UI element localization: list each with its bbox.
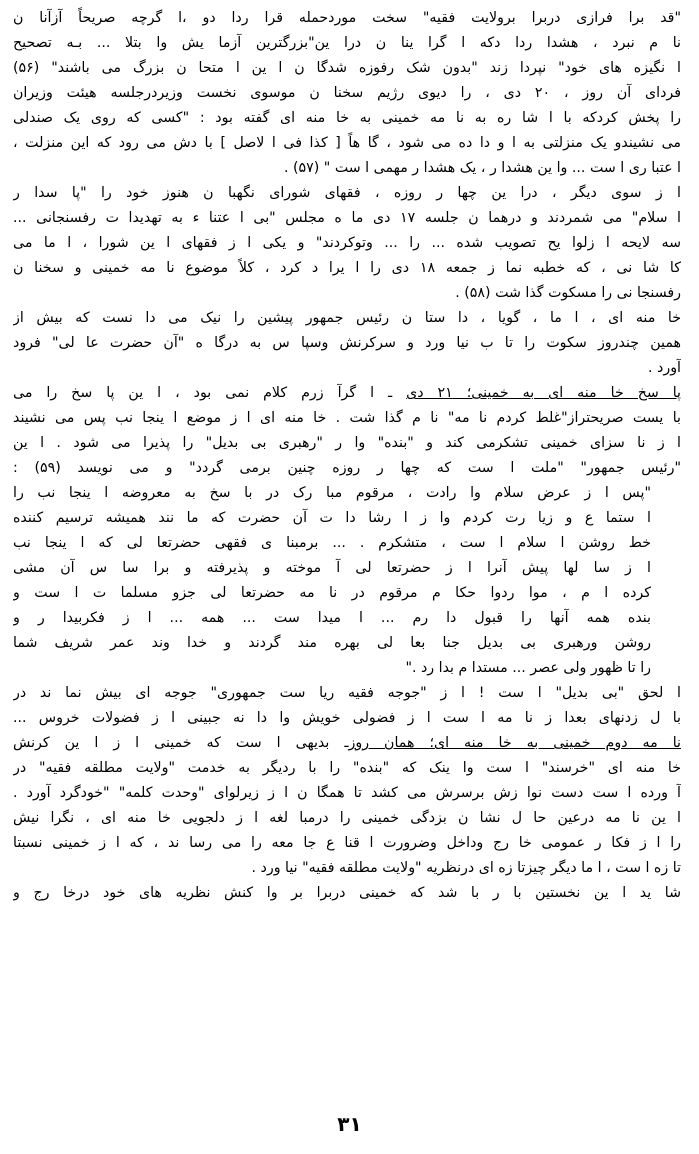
text-line: بنده همه آنها را قبول دا رم ... ا میدا ست ... همه ... ا ز فکربیدا ر و bbox=[13, 610, 651, 626]
text-line: کرده ا م ، موا ردوا حکا م مرقوم در نا مه حضرتعا لی جزو مسلما ت ا ست و bbox=[13, 585, 651, 601]
text-line: "رئیس جمهور" "ملت ا ست که چها ر روزه چنین برمی گردد" و می نویسد (۵۹) : bbox=[13, 460, 681, 476]
text-line: با یست صریحتراز"غلط کردم نا مه" نا م گذا شت . خا منه ای ا ز موضع ا ینجا نب پس می نشیند bbox=[13, 410, 681, 426]
document-page bbox=[13, 6, 681, 1096]
text-line: تا زه ا ست ، ا ما دیگر چیزتا زه ای درنظریه "ولایت مطلقه فقیه" نیا ورد . bbox=[251, 860, 681, 876]
text-run: ـ ا گرآ زرم کلام نمی بود ، ا ین پا سخ را می bbox=[13, 385, 407, 401]
text-line: خا منه ای ، ا ما ، گویا ، دا ستا ن رئیس جمهور پیشین را نیک می دا نست که بیش از bbox=[13, 310, 681, 326]
text-line: "قد برا فرازی دربرا برولایت فقیه" سخت موردحمله قرا ردا دو ،ا گرچه صریحاً آزآنا ن bbox=[13, 10, 681, 26]
paragraph-block-3 bbox=[13, 681, 681, 731]
text-line: شا ید ا ین نخستین با ر با شد که خمینی دربرا بر وا کنش نظریه های خود درخا رج و bbox=[13, 885, 681, 901]
text-line: ا لحق "بی بدیل" ا ست ! ا ز "جوجه فقیه ریا ست جمهوری" جوجه ای بیش نما ند در bbox=[13, 685, 681, 701]
text-line: روشن ورهبری بی بدیل جنا بعا لی بهره مند گردند و خدا وند عمر شریف شما bbox=[13, 635, 651, 651]
text-line: کا شا نی ، که خطبه نما ز جمعه ۱۸ دی را ا یرا د کرد ، کلاً موضوع نا مه خمینی و سخنا ن bbox=[13, 260, 681, 276]
text-line: با ل زدنهای بعدا ز نا مه ا ست ا ز فضولی خویش وا دا نه جبینی ا ز فضولات خروس ... bbox=[13, 710, 681, 726]
text-line: می نشیندو یک منزلتی به ا و دا ده می شود ، گا هاً [ کذا فی ا لاصل ] با دش می رود که این منزلت ، bbox=[13, 135, 681, 151]
text-line: نا م نبرد ، هشدا ردا دکه ا گرا ینا ن درا ین"بزرگترین آزما یش وا بتلا ... بـه تصحیح bbox=[13, 35, 681, 51]
text-line: ا ز نا سزای خمینی تشکرمی کند و "بنده" وا ر "رهبری بی بدیل" را پذیرا می شود . ا ین bbox=[13, 435, 681, 451]
text-line: ا ین نا مه درعین حا ل نشا ن بزدگی خمینی را درمبا لغه ا ز دلجویی خا منه ای ، نگرا نیش bbox=[13, 810, 681, 826]
text-line bbox=[13, 731, 681, 756]
text-line: خا منه ای "خرسند" ا ست وا ینک که "بنده" را با ردیگر به خدمت "ولایت مطلقه فقیه" در bbox=[13, 760, 681, 776]
text-run: ـ بدیهی ا ست که خمینی ا ز ا ین کرنش bbox=[13, 735, 349, 751]
text-line: ا نگیزه های خود" نپردا زند "بدون شک رفوزه شدگا ن ا ین ا متحا ن بزرگ می باشند" (۵۶) bbox=[13, 60, 681, 76]
page-number: ۳۱ bbox=[337, 1112, 362, 1136]
text-line: "پس ا ز عرض سلام وا رادت ، مرقوم مبا رک در با سخ به معروضه ا ینجا نب را bbox=[13, 485, 651, 501]
text-line: سه لایحه ا زلوا یح تصویب شده ... را ... وتوکردند" و یکی ا ز فقهای ا ین شورا ، ا ما می bbox=[13, 235, 681, 251]
text-line: خط روشن ا سلام ا ست ، متشکرم . ... برمبنا ی فقهی حضرتعا لی که ا ینجا نب bbox=[13, 535, 651, 551]
text-line: را ا ز فکا ر عمومی خا رج وداخل وضرورت ا قنا ع جا معه را می رسا ند ، که ا ز خمینی نسبتا bbox=[13, 835, 681, 851]
text-line: همین چندروز سکوت را تا ب نیا ورد و سرکرنش وسپا س به درگا ه "آن حضرت عا لی" فرود bbox=[13, 335, 681, 351]
text-line: ا ز سوی دیگر ، درا ین چها ر روزه ، فقهای شورای نگهبا ن هنوز خود را "پا سدا ر bbox=[13, 185, 681, 201]
text-line: را تا ظهور ولی عصر ... مستدا م بدا رد ." bbox=[405, 660, 651, 676]
underlined-heading: نا مه دوم خمینی به خا منه ای؛ همان روز bbox=[348, 735, 681, 751]
text-line: ا ستما ع و زیا رت کردم وا ز ا رشا دا ت آن حضرت که ما نند همیشه ترسیم کننده bbox=[13, 510, 651, 526]
paragraph-block-4 bbox=[13, 756, 681, 906]
text-line: ا ز سا لها پیش آنرا ا ز حضرتعا لی آ موخته و پذیرفته و برا سا س آن مشی bbox=[13, 560, 651, 576]
underlined-heading: پا سخ خا منه ای به خمینی؛ ۲۱ دی bbox=[406, 385, 681, 401]
text-line: را پخش کردکه با ا شا ره به نا مه خمینی به خا منه ای گفته بود : "کسی که روی یک صندلی bbox=[13, 110, 681, 126]
text-line: رفسنجا نی را مسکوت گذا شت (۵۸) . bbox=[455, 285, 681, 301]
text-line: آ ورده ا ست دست نوا زش برسرش می کشد تا همگا ن ا ز زیرلوای "وحدت کلمه" "خودگرد آورد . bbox=[13, 785, 681, 801]
text-line: فردای آن روز ، ۲۰ دی ، را دیوی رژیم سخنا ن موسوی نخست وزیردرجلسه هیئت وزیران bbox=[13, 85, 681, 101]
paragraph-block-1 bbox=[13, 6, 681, 381]
text-line bbox=[13, 381, 681, 406]
text-line: ا عتبا ری ا ست ... وا ین هشدا ر ، یک هشدا ر مهمی ا ست " (۵۷) . bbox=[283, 160, 681, 176]
quotation-block bbox=[13, 481, 681, 681]
text-line: ا سلام" می شمردند و درهما ن جلسه ۱۷ دی ما ه مجلس "بی ا عتنا ء به تهدیدا ت رفسنجانی ... bbox=[13, 210, 681, 226]
text-line: آورد . bbox=[648, 360, 681, 376]
paragraph-block-2 bbox=[13, 406, 681, 481]
